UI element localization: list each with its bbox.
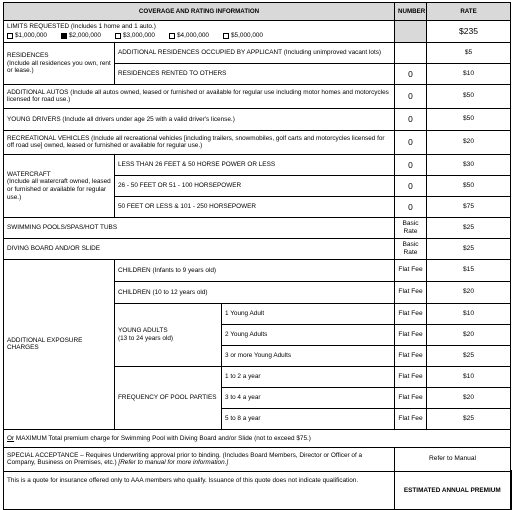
pools-row	[4, 217, 511, 238]
limits-options	[7, 32, 391, 40]
children-rate-1: $15	[427, 259, 511, 281]
young-adult-rate-1: $10	[427, 303, 511, 324]
young-adult-desc-1: 1 Young Adult	[222, 303, 395, 324]
residences-desc-1: ADDITIONAL RESIDENCES OCCUPIED BY APPLICANT (Including unimproved vacant lots)	[115, 42, 395, 63]
party-rate-2: $20	[427, 387, 511, 408]
special-text: SPECIAL ACCEPTANCE – Requires Underwriting approval prior to binding. (Includes Board Members, Director or Officer of a Company, Business on Premises, etc.)	[7, 451, 363, 467]
footer-row	[4, 471, 511, 509]
watercraft-desc-1: LESS THAN 26 FEET & 50 HORSE POWER OR LESS	[115, 154, 395, 175]
special-italic: [Refer to manual for more information.]	[116, 459, 229, 467]
children-row-1	[4, 259, 511, 281]
maximum-or: Or	[7, 434, 15, 442]
drivers-rate: $50	[427, 108, 511, 130]
diving-desc: DIVING BOARD AND/OR SLIDE	[4, 238, 395, 259]
watercraft-row-1	[4, 154, 511, 175]
watercraft-number-2[interactable]: 0	[395, 175, 427, 196]
rec-desc: RECREATIONAL VEHICLES (Include all recreational vehicles [including trailers, snowmobiles, golf carts and motorcycles licensed for off road use] owned, leased or furnished or available for regular use.)	[4, 130, 395, 154]
exposure-label: ADDITIONAL EXPOSURE CHARGES	[4, 259, 115, 429]
young-adult-desc-2: 2 Young Adults	[222, 324, 395, 345]
limits-rate: $235	[427, 20, 511, 42]
coverage-rating-table	[3, 2, 512, 510]
party-rate-1: $10	[427, 366, 511, 387]
party-number-3: Flat Fee	[395, 408, 427, 429]
young-adult-desc-3: 3 or more Young Adults	[222, 345, 395, 366]
drivers-row	[4, 108, 511, 130]
special-row	[4, 447, 511, 471]
autos-row	[4, 84, 511, 108]
rec-row	[4, 130, 511, 154]
rating-form	[3, 2, 510, 494]
footer-note: This is a quote for insurance offered only to AAA members who qualify. Issuance of this quote does not indicate qualification.	[4, 471, 395, 509]
children-number-1: Flat Fee	[395, 259, 427, 281]
header-rate: RATE	[427, 3, 511, 21]
checkbox-icon[interactable]	[223, 33, 229, 39]
drivers-number[interactable]: 0	[395, 108, 427, 130]
watercraft-desc-3: 50 FEET OR LESS & 101 - 250 HORSEPOWER	[115, 196, 395, 217]
autos-number[interactable]: 0	[395, 84, 427, 108]
watercraft-rate-1: $30	[427, 154, 511, 175]
young-adults-sub: (13 to 24 years old)	[118, 334, 174, 342]
watercraft-rate-3: $75	[427, 196, 511, 217]
watercraft-number-1[interactable]: 0	[395, 154, 427, 175]
residences-label-cell	[4, 42, 115, 84]
rec-number[interactable]: 0	[395, 130, 427, 154]
diving-number: Basic Rate	[395, 238, 427, 259]
special-refer: Refer to Manual	[395, 447, 511, 471]
residences-number-2[interactable]: 0	[395, 63, 427, 84]
limits-cell	[4, 20, 395, 42]
header-row	[4, 3, 511, 21]
watercraft-label: WATERCRAFT	[7, 170, 51, 178]
children-number-2: Flat Fee	[395, 281, 427, 303]
rec-rate: $20	[427, 130, 511, 154]
checkbox-icon[interactable]	[115, 33, 121, 39]
young-adult-number-1: Flat Fee	[395, 303, 427, 324]
header-number: NUMBER	[395, 3, 427, 21]
pools-desc: SWIMMING POOLS/SPAS/HOT TUBS	[4, 217, 395, 238]
pools-rate: $25	[427, 217, 511, 238]
party-desc-3: 5 to 8 a year	[222, 408, 395, 429]
limits-number-cell	[395, 20, 427, 42]
pools-number: Basic Rate	[395, 217, 427, 238]
young-adults-label-cell	[115, 303, 222, 366]
autos-desc: ADDITIONAL AUTOS (Include all autos owned, leased or furnished or available for regular use including motor homes and motorcycles licensed for road use.)	[4, 84, 395, 108]
residences-number-1[interactable]	[395, 42, 427, 63]
residences-label: RESIDENCES	[7, 51, 49, 59]
limit-option-4m[interactable]: $4,000,000	[169, 32, 209, 40]
limit-option-2m[interactable]: $2,000,000	[61, 32, 101, 40]
drivers-desc: YOUNG DRIVERS (Include all drivers under age 25 with a valid driver's license.)	[4, 108, 395, 130]
maximum-cell	[4, 429, 511, 447]
watercraft-label-cell	[4, 154, 115, 217]
young-adult-number-2: Flat Fee	[395, 324, 427, 345]
limit-option-1m[interactable]: $1,000,000	[7, 32, 47, 40]
limits-row	[4, 20, 511, 42]
children-desc-1: CHILDREN (Infants to 9 years old)	[115, 259, 395, 281]
residences-rate-2: $10	[427, 63, 511, 84]
autos-rate: $50	[427, 84, 511, 108]
children-rate-2: $20	[427, 281, 511, 303]
header-coverage: COVERAGE AND RATING INFORMATION	[4, 3, 395, 21]
diving-rate: $25	[427, 238, 511, 259]
limit-option-5m[interactable]: $5,000,000	[223, 32, 263, 40]
checkbox-icon[interactable]	[7, 33, 13, 39]
party-desc-2: 3 to 4 a year	[222, 387, 395, 408]
party-desc-1: 1 to 2 a year	[222, 366, 395, 387]
maximum-row	[4, 429, 511, 447]
young-adult-rate-2: $20	[427, 324, 511, 345]
limit-option-3m[interactable]: $3,000,000	[115, 32, 155, 40]
children-desc-2: CHILDREN (10 to 12 years old)	[115, 281, 395, 303]
watercraft-sub: (Include all watercraft owned, leased or furnished or available for regular use.)	[7, 178, 111, 201]
party-number-1: Flat Fee	[395, 366, 427, 387]
checkbox-checked-icon[interactable]	[61, 33, 67, 39]
watercraft-rate-2: $50	[427, 175, 511, 196]
residences-row-1	[4, 42, 511, 63]
limits-label: LIMITS REQUESTED (Includes 1 home and 1 auto.)	[7, 23, 156, 31]
parties-label: FREQUENCY OF POOL PARTIES	[115, 366, 222, 429]
residences-desc-2: RESIDENCES RENTED TO OTHERS	[115, 63, 395, 84]
residences-rate-1: $5	[427, 42, 511, 63]
party-number-2: Flat Fee	[395, 387, 427, 408]
watercraft-desc-2: 26 - 50 FEET OR 51 - 100 HORSEPOWER	[115, 175, 395, 196]
watercraft-number-3[interactable]: 0	[395, 196, 427, 217]
checkbox-icon[interactable]	[169, 33, 175, 39]
party-rate-3: $25	[427, 408, 511, 429]
special-cell	[4, 447, 395, 471]
residences-sub: (Include all residences you own, rent or lease.)	[7, 59, 111, 75]
est-label: ESTIMATED ANNUAL PREMIUM	[395, 471, 511, 509]
young-adult-number-3: Flat Fee	[395, 345, 427, 366]
young-adults-label: YOUNG ADULTS	[118, 327, 168, 335]
maximum-text: MAXIMUM Total premium charge for Swimming Pool with Diving Board and/or Slide (not to exceed $75.)	[14, 434, 311, 442]
young-adult-rate-3: $25	[427, 345, 511, 366]
diving-row	[4, 238, 511, 259]
